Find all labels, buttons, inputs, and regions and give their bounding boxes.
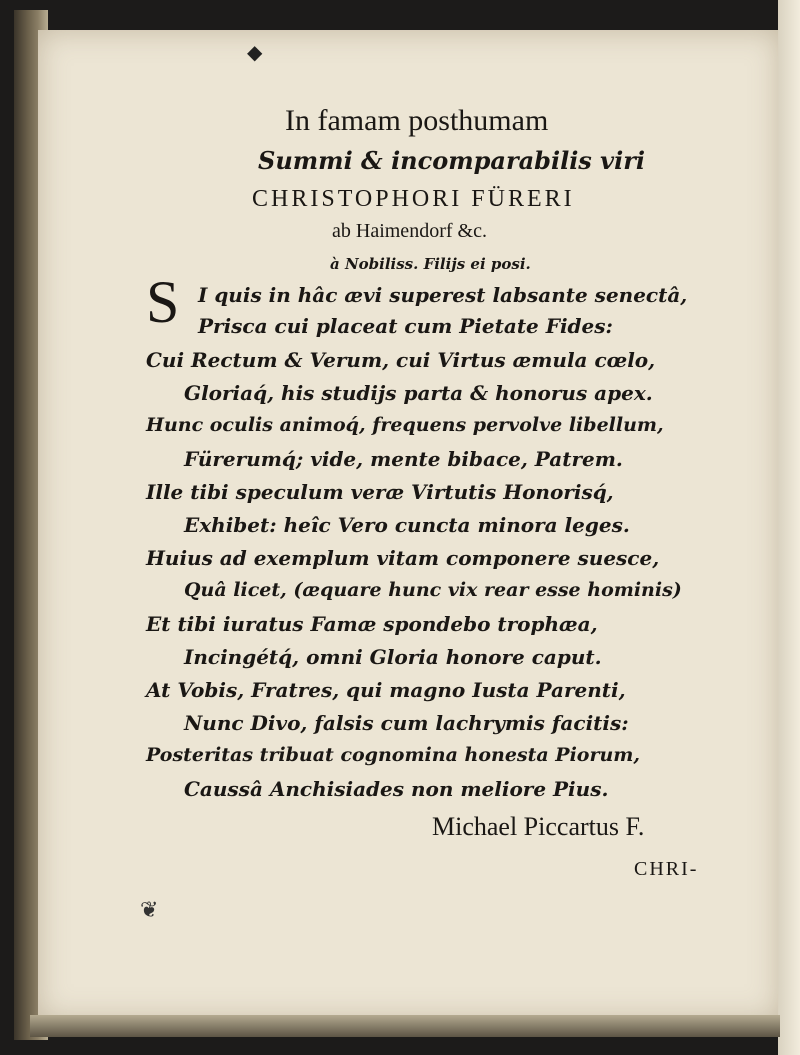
poem-line: Hunc oculis animoq́, frequens pervolve libellum, [146,414,664,436]
signature: Michael Piccartus F. [432,812,645,841]
poem-line: Quâ licet, (æquare hunc vix rear esse hominis) [184,579,682,601]
poem-line: Prisca cui placeat cum Pietate Fides: [198,314,613,338]
heading-dedication: à Nobiliss. Filijs ei posi. [330,255,531,273]
heading-place: ab Haimendorf &c. [332,220,487,242]
poem-line: Exhibet: heîc Vero cuncta minora leges. [184,513,630,537]
poem-line: I quis in hâc ævi superest labsante senectâ, [198,283,688,307]
poem-line: Caussâ Anchisiades non meliore Pius. [184,777,609,801]
page-bottom-edge [30,1015,780,1037]
drop-cap: S [146,269,180,335]
poem-line: Nunc Divo, falsis cum lachrymis facitis: [184,711,629,735]
poem-line: Huius ad exemplum vitam componere suesce, [146,546,660,570]
heading-title: In famam posthumam [285,104,549,137]
poem-line: Incingétq́, omni Gloria honore caput. [184,645,602,669]
poem-line: Fürerumq́; vide, mente bibace, Patrem. [184,447,623,471]
ink-blot-icon: ❦ [140,898,159,923]
page-edge [778,0,800,1055]
poem-line: Gloriaq́, his studijs parta & honorus apex. [184,381,653,405]
poem-line: Posteritas tribuat cognomina honesta Piorum, [146,744,641,766]
poem-line: Ille tibi speculum veræ Virtutis Honorisq́, [146,480,614,504]
printer-mark-icon: ◆ [247,40,263,64]
poem-line: At Vobis, Fratres, qui magno Iusta Parenti, [146,678,626,702]
heading-subtitle: Summi & incomparabilis viri [258,146,645,175]
poem-line: Et tibi iuratus Famæ spondebo trophæa, [146,612,598,636]
catchword: CHRI- [634,858,699,880]
heading-name: CHRISTOPHORI FÜRERI [252,186,575,212]
poem-line: Cui Rectum & Verum, cui Virtus æmula cœlo, [146,348,656,372]
